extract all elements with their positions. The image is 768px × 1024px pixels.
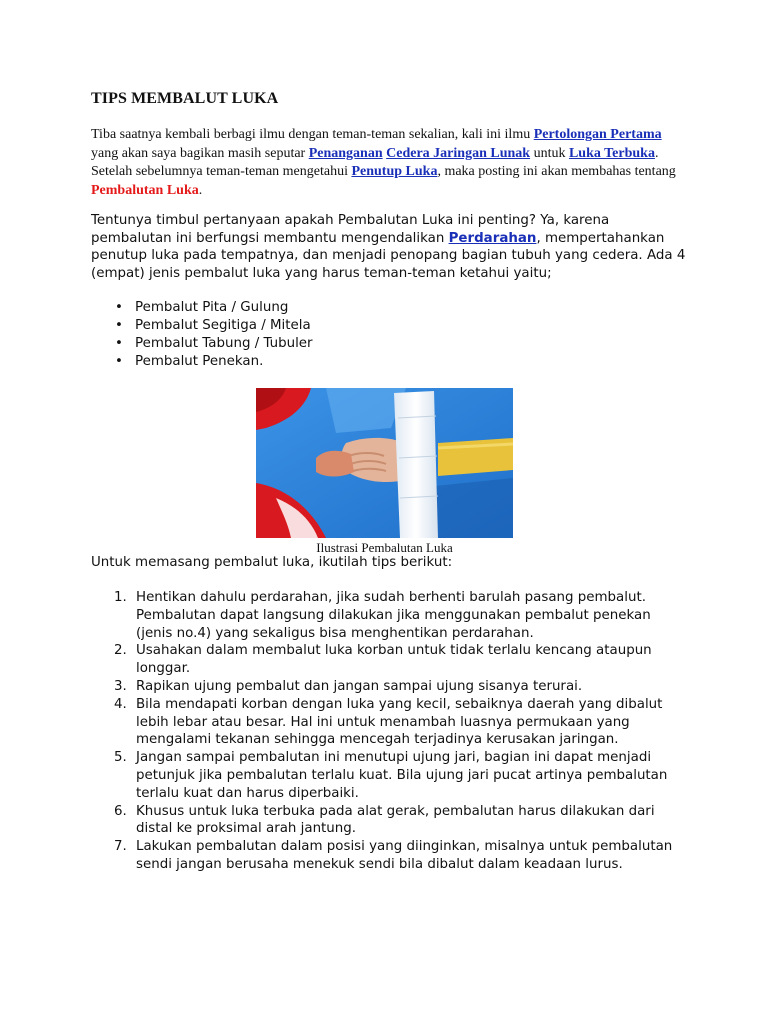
link-perdarahan[interactable]: Perdarahan [448, 230, 537, 246]
list-item: • Pembalut Pita / Gulung [91, 299, 313, 317]
paragraph-text: , mempertahankan penutup luka pada tempatnya, dan menjadi penopang bagian tubuh yang cedera. Ada 4 (empat) jenis pembalut luka yang harus teman-teman ketahui yaitu; [91, 230, 686, 281]
highlight-pembalutan-luka: Pembalutan Luka [91, 182, 199, 198]
importance-paragraph [91, 212, 691, 282]
step-number: 5. [114, 750, 127, 766]
step-text: Khusus untuk luka terbuka pada alat gerak, pembalutan harus dilakukan dari distal ke proksimal arah jantung. [136, 803, 655, 837]
page-title: TIPS MEMBALUT LUKA [91, 90, 279, 107]
link-pertolongan-pertama[interactable]: Pertolongan Pertama [533, 127, 662, 142]
list-item: • Pembalut Tabung / Tubuler [91, 335, 313, 353]
step-text: Hentikan dahulu perdarahan, jika sudah berhenti barulah pasang pembalut. Pembalutan dapat langsung dilakukan jika menggunakan pembalut penekan (jenis no.4) yang sekaligus bisa menghentikan perdarahan. [136, 590, 651, 641]
step-text: Jangan sampai pembalutan ini menutupi ujung jari, bagian ini dapat menjadi petunjuk jika pembalutan terlalu kuat. Bila ujung jari pucat artinya pembalutan terlalu kuat dan harus diperbaiki. [136, 750, 668, 801]
intro-text: Tiba saatnya kembali berbagi ilmu dengan teman-teman sekalian, kali ini ilmu [91, 127, 534, 142]
step-text: Bila mendapati korban dengan luka yang kecil, sebaiknya daerah yang dibalut lebih lebar atau besar. Hal ini untuk menambah luasnya permukaan yang mengalami tekanan sehingga mencegah terjadinya kerusakan jaringan. [136, 696, 663, 748]
list-item: • Pembalut Segitiga / Mitela [91, 317, 313, 335]
intro-text: . Setelah sebelumnya teman-teman mengetahui [91, 145, 659, 179]
list-item [91, 838, 691, 874]
step-text: Lakukan pembalutan dalam posisi yang diinginkan, misalnya untuk pembalutan sendi jangan berusaha menekuk sendi bila dibalut dalam keadaan lurus. [136, 839, 673, 872]
list-item [91, 589, 691, 642]
bandage-types-list [91, 299, 313, 371]
step-number: 6. [114, 803, 127, 819]
step-number: 1. [114, 590, 127, 605]
tips-intro: Untuk memasang pembalut luka, ikutilah tips berikut: [91, 555, 453, 570]
tips-list [91, 589, 691, 874]
step-number: 2. [114, 643, 127, 659]
link-penutup-luka[interactable]: Penutup Luka [351, 164, 438, 179]
step-text: Usahakan dalam membalut luka korban untuk tidak terlalu kencang ataupun longgar. [136, 643, 652, 677]
intro-text: , maka posting ini akan membahas tentang [437, 164, 676, 179]
link-cedera-jaringan-lunak[interactable]: Cedera Jaringan Lunak [386, 145, 531, 161]
list-item [91, 696, 691, 749]
list-item: • Pembalut Penekan. [91, 353, 313, 371]
intro-text: yang akan saya bagikan masih seputar [91, 145, 309, 161]
figure-caption: Ilustrasi Pembalutan Luka [316, 540, 453, 555]
intro-paragraph [91, 126, 691, 200]
intro-text: untuk [530, 145, 569, 161]
bandaging-illustration [256, 388, 513, 538]
link-luka-terbuka[interactable]: Luka Terbuka [568, 145, 655, 161]
list-item [91, 749, 691, 802]
step-text: Rapikan ujung pembalut dan jangan sampai ujung sisanya terurai. [136, 678, 583, 694]
step-number: 3. [114, 678, 127, 694]
list-item [91, 803, 691, 839]
intro-text: . [198, 182, 203, 198]
step-number: 7. [114, 839, 127, 855]
step-number: 4. [114, 696, 127, 712]
list-item [91, 678, 691, 696]
link-penanganan[interactable]: Penanganan [308, 145, 383, 161]
paragraph-text: Tentunya timbul pertanyaan apakah Pembalutan Luka ini penting? Ya, karena pembalutan ini berfungsi membantu mengendalikan [91, 213, 610, 246]
list-item [91, 642, 691, 678]
